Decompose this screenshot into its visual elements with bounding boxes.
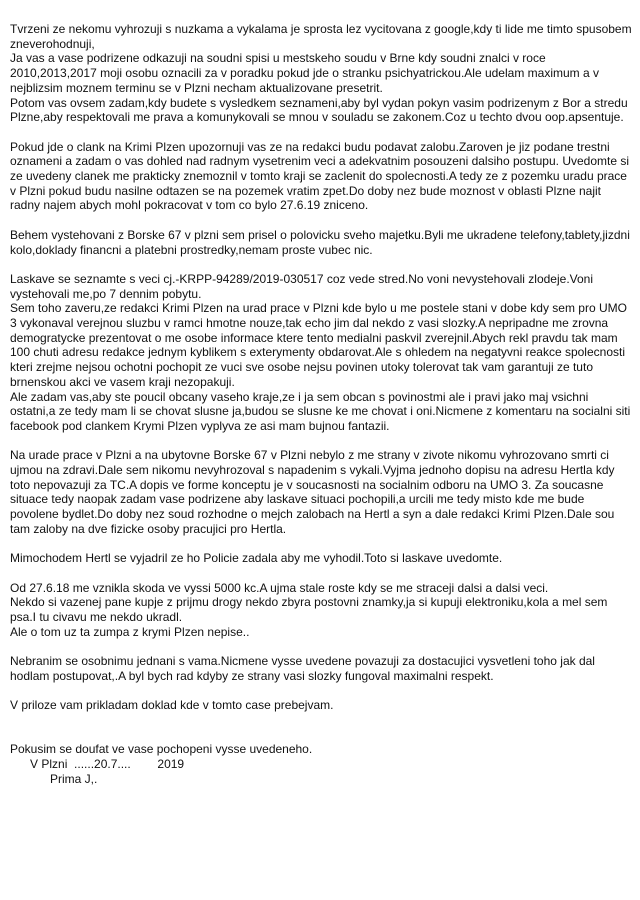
signature: Prima J,. [10,771,98,786]
paragraph-spacer [10,434,632,449]
paragraph-article: Pokud jde o clank na Krimi Plzen upozornuji vas ze na redakci budu podavat zalobu.Zaroven je jiz podane trestni oznameni a zadam o vas dohled nad radnym vysetrenim veci a adekvatnim posouzeni dalsiho postupu. Uvedomte si ze uvedeny clanek me prakticky znemoznil v tomto kraji se zaclenit do spolecnosti.A tedy ze z pozemku uradu prace v Plzni pokud budu nasilne odtazen se na pozemek vratim zpet.Do doby nez bude moznost v oblasti Plzne najit radny najem abych mohl pokracovat v tom co bylo 27.6.19 zniceno. [10,139,633,213]
paragraph-case-reference: Laskave se seznamte s veci cj.-KRPP-94289/2019-030517 coz vede stred.No voni nevystehovali zlodeje.Voni vystehovali me,po 7 dennim pobytu. Sem toho zaveru,ze redakci Krimi Plzen na urad prace v Plzni kde bylo u me postele stani v dobe kdy sem pro UMO 3 vykonaval verejnou sluzbu v ramci hmotne nouze,tak echo jim dal nekdo z vasi slozky.A nepripadne me zrovna demogratycke prezentovat o me osobe informace ktere tento medialni paskvil zverejnil.Abych rekl pravdu tak mam 100 chuti adresu redakce jednym kyblikem s exterymenty obdarovat.Ale s ohledem na negatyvni reakce spolecnosti kteri zrejme nejsou ochotni pochopit ze vuci sve osobe nejsu povinen utoky tolerovat tak vam garantuji ze tuto brnenskou akci ve vasem kraji nezopakuji. Ale zadam vas,aby ste poucil obcany vaseho kraje,ze i ja sem obcan s povinostmi ale i pravi jako maj vsichni ostatni,a ze tedy mam li se chovat slusne ja,budou se slusne ke me chovat i oni.Nicmene z komentaru na socialni siti facebook pod clankem Krymi Plzen vyplyva ze asi mam bujnou fantazii. [10,271,631,433]
paragraph-damages: Od 27.6.18 me vznikla skoda ve vyssi 5000 kc.A ujma stale roste kdy se me straceji dalsi a dalsi veci. Nekdo si vazenej pane kupje z prijmu drogy nekdo zbyra postovni znamky,ja si kupuji elektroniku,kola a mel sem psa.I tu civavu me nekdo ukradl. Ale o tom uz ta zumpa z krymi Plzen nepise.. [10,580,608,639]
paragraph-spacer [10,257,632,272]
paragraph-no-threats: Na urade prace v Plzni a na ubytovne Borske 67 v Plzni nebylo z me strany v zivote nikomu vyhrozovano smrti ci ujmou na zdravi.Dale sem nikomu nevyhrozoval s napadenim s vykali.Vyjma jednoho dopisu na adresu Hertla kdy toto nepovazuji za TC.A dopis ve forme konceptu je v soucasnosti na socialnim odboru na UMO 3. Za soucasne situace tedy naopak zadam vase podrizene aby laskave situaci pochopili,a urcili me tedy misto kde me bude povolene bydlet.Do doby nez soud rozhodne o mejch zalobach na Hertl a syn a dale redakci Krimi Plzen.Dale sou tam zaloby na dve fizicke osoby pracujici pro Hertla. [10,448,618,536]
place-and-date: V Plzni ......20.7.... 2019 [10,757,185,772]
paragraph-eviction: Behem vystehovani z Borske 67 v plzni sem prisel o polovicku sveho majetku.Byli me ukradene telefony,tablety,jizdni kolo,doklady financni a platebni prostredky,nemam proste vubec nic. [10,227,634,257]
paragraph-spacer [10,125,632,140]
paragraph-spacer [10,537,632,552]
paragraph-attachment: V priloze vam prikladam doklad kde v tomto case prebejvam. [10,698,334,713]
paragraph-meeting: Nebranim se osobnimu jednani s vama.Nicmene vysse uvedene povazuji za dostacujici vysvetleni toho jak dal hodlam postupovat,.A byl bych rad kdyby ze strany vasi slozky fungoval maximalni respekt. [10,654,599,683]
paragraph-spacer [10,713,632,742]
paragraph-spacer [10,213,632,228]
paragraph-hertl: Mimochodem Hertl se vyjadril ze ho Policie zadala aby me vyhodil.Toto si laskave uvedomte. [10,551,503,566]
paragraph-intro: Tvrzeni ze nekomu vyhrozuji s nuzkama a vykalama je sprosta lez vycitovana z google,kdy ti lide me timto spusobem zneverohodnuji, Ja vas a vase podrizene odkazuji na soudni spisi u mestskeho soudu v Brne kdy soudni znalci v roce 2010,2013,2017 moji osobu oznacili za v poradku pokud jde o stranku psichyatrickou.Ale udelam maximum a v nejblizsim moznem terminu se v Plzni necham aktualizovane presetrit. Potom vas ovsem zadam,kdy budete s vysledkem seznameni,aby byl vydan pokyn vasim podrizenym z Bor a stredu Plzne,aby respektovali me prava a komunykovali se mnou v souladu se zakonem.Coz u techto dvou oop.apsentuje. [10,22,632,125]
letter-document [10,22,632,786]
paragraph-spacer [10,639,632,654]
closing-line: Pokusim se doufat ve vase pochopeni vysse uvedeneho. [10,742,313,757]
paragraph-spacer [10,566,632,581]
paragraph-spacer [10,684,632,699]
